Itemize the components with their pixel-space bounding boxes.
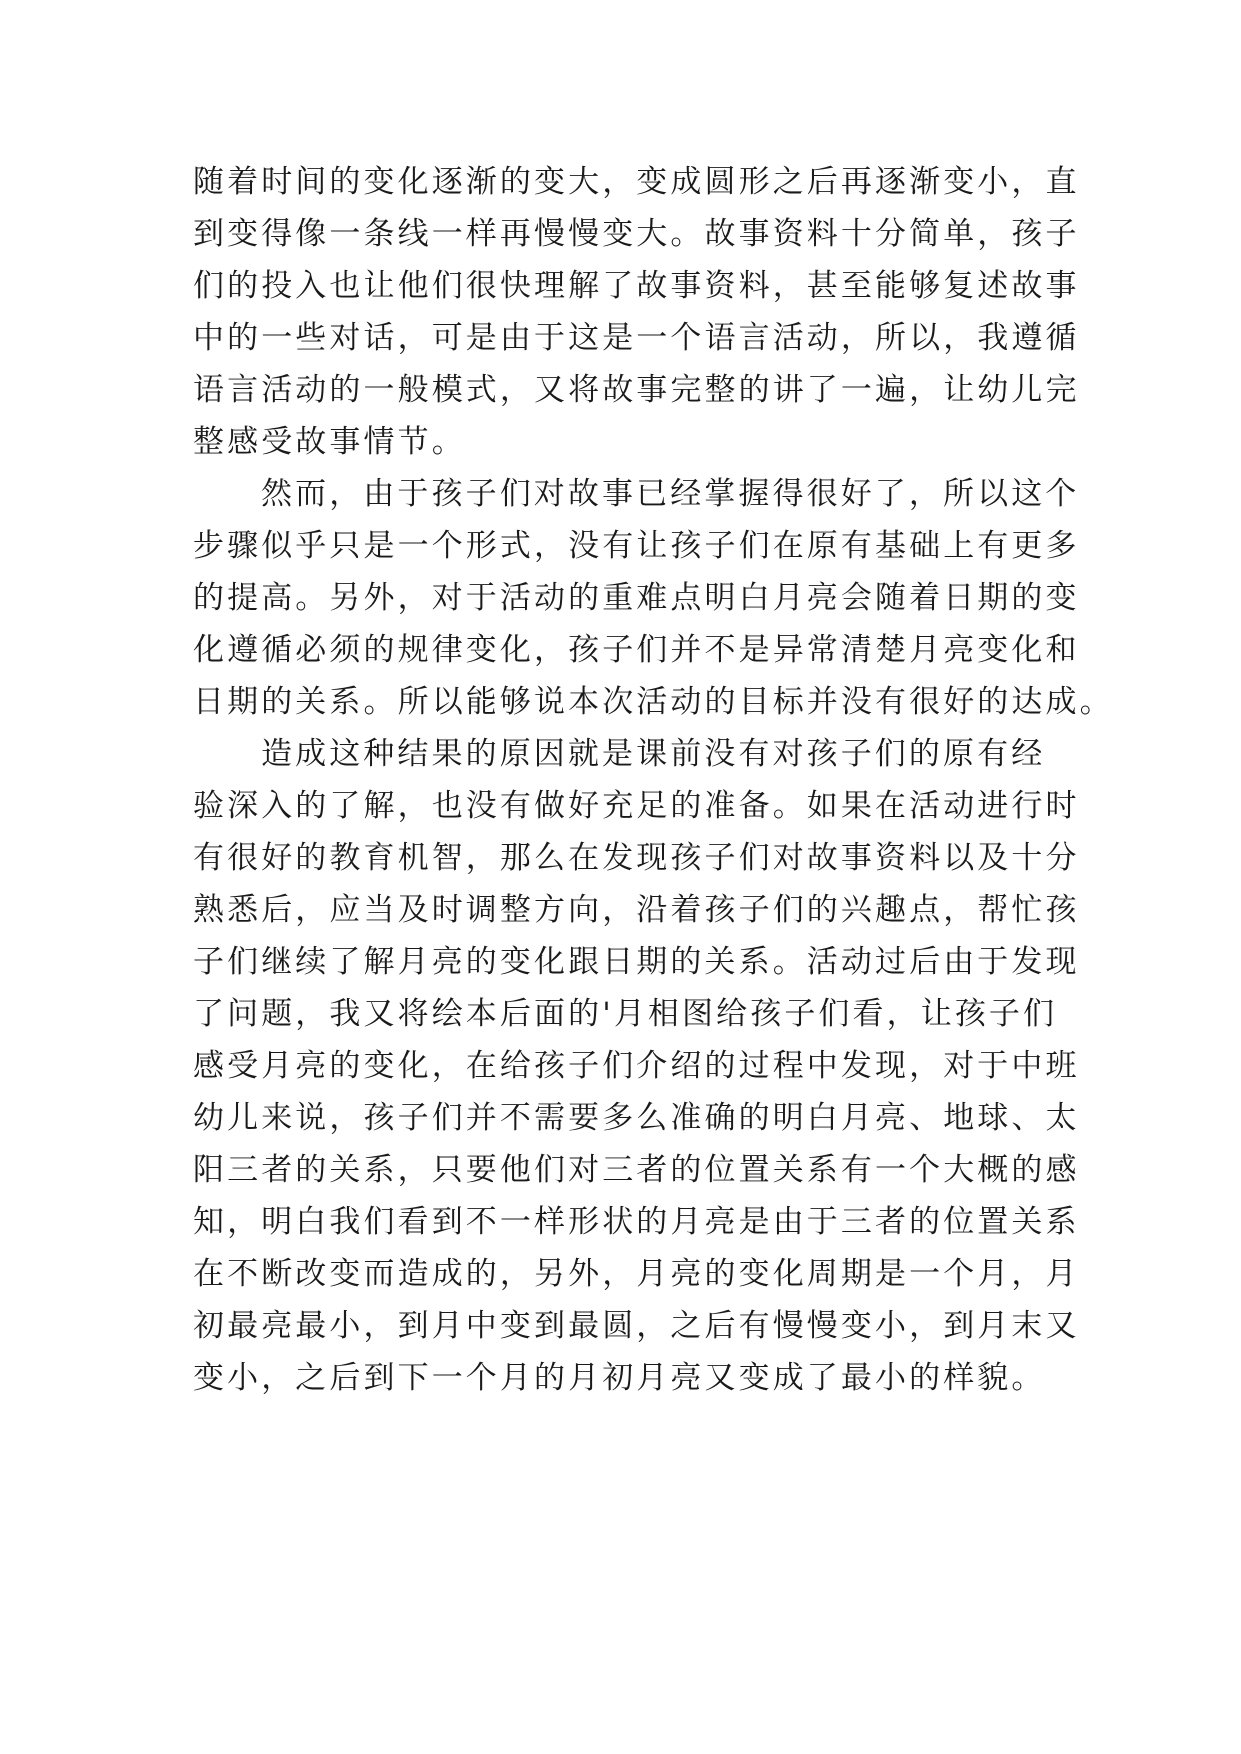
text-line: 阳三者的关系，只要他们对三者的位置关系有一个大概的感 — [193, 1152, 1080, 1188]
text-line: 感受月亮的变化，在给孩子们介绍的过程中发现，对于中班 — [193, 1048, 1080, 1084]
text-line: 们的投入也让他们很快理解了故事资料，甚至能够复述故事 — [193, 268, 1080, 304]
paragraph-1 — [193, 156, 1080, 468]
paragraph-2 — [193, 468, 1114, 728]
text-line: 造成这种结果的原因就是课前没有对孩子们的原有经 — [261, 736, 1046, 772]
text-line: 幼儿来说，孩子们并不需要多么准确的明白月亮、地球、太 — [193, 1100, 1080, 1136]
text-line: 验深入的了解，也没有做好充足的准备。如果在活动进行时 — [193, 788, 1080, 824]
text-line: 然而，由于孩子们对故事已经掌握得很好了，所以这个 — [261, 476, 1080, 512]
text-line: 化遵循必须的规律变化，孩子们并不是异常清楚月亮变化和 — [193, 632, 1080, 668]
text-line: 步骤似乎只是一个形式，没有让孩子们在原有基础上有更多 — [193, 528, 1080, 564]
text-line: 到变得像一条线一样再慢慢变大。故事资料十分简单，孩子 — [193, 216, 1080, 252]
text-line: 变小，之后到下一个月的月初月亮又变成了最小的样貌。 — [193, 1360, 1046, 1396]
text-line: 有很好的教育机智，那么在发现孩子们对故事资料以及十分 — [193, 840, 1080, 876]
text-line: 日期的关系。所以能够说本次活动的目标并没有很好的达成。 — [193, 684, 1114, 720]
text-line: 语言活动的一般模式，又将故事完整的讲了一遍，让幼儿完 — [193, 372, 1080, 408]
text-line: 知，明白我们看到不一样形状的月亮是由于三者的位置关系 — [193, 1204, 1080, 1240]
text-line: 随着时间的变化逐渐的变大，变成圆形之后再逐渐变小，直 — [193, 164, 1080, 200]
document-body — [193, 156, 1114, 1404]
text-line: 初最亮最小，到月中变到最圆，之后有慢慢变小，到月末又 — [193, 1308, 1080, 1344]
text-line: 整感受故事情节。 — [193, 424, 466, 460]
text-line: 熟悉后，应当及时调整方向，沿着孩子们的兴趣点，帮忙孩 — [193, 892, 1080, 928]
text-line: 在不断改变而造成的，另外，月亮的变化周期是一个月，月 — [193, 1256, 1080, 1292]
text-line: 了问题，我又将绘本后面的'月相图给孩子们看，让孩子们 — [193, 996, 1058, 1032]
text-line: 的提高。另外，对于活动的重难点明白月亮会随着日期的变 — [193, 580, 1080, 616]
paragraph-3 — [193, 728, 1080, 1404]
text-line: 中的一些对话，可是由于这是一个语言活动，所以，我遵循 — [193, 320, 1080, 356]
text-line: 子们继续了解月亮的变化跟日期的关系。活动过后由于发现 — [193, 944, 1080, 980]
